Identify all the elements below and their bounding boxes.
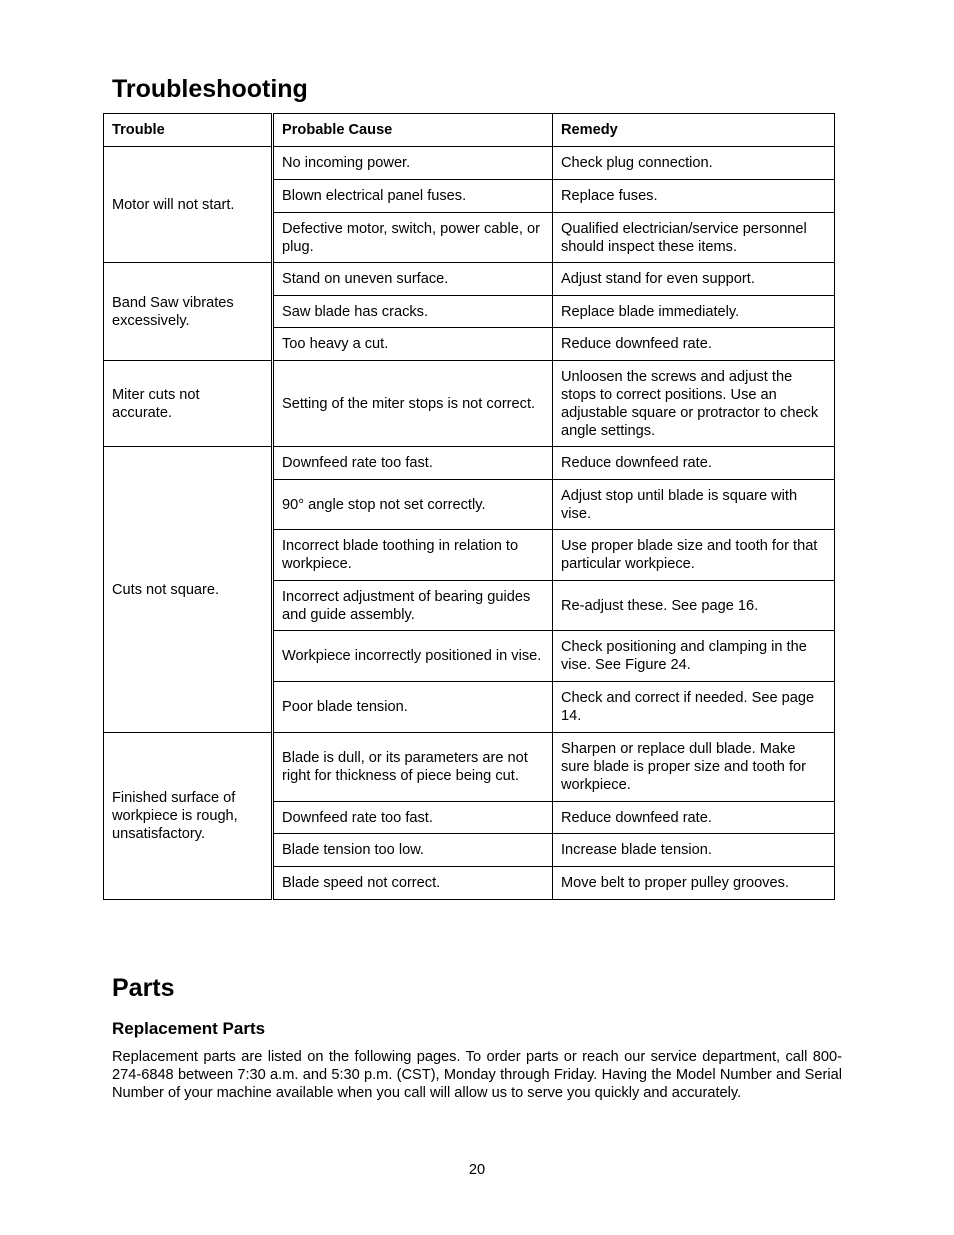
probable-cause-cell: Blade tension too low. <box>273 834 553 867</box>
remedy-cell: Qualified electrician/service personnel should inspect these items. <box>553 213 835 263</box>
remedy-cell: Sharpen or replace dull blade. Make sure blade is proper size and tooth for workpiece. <box>553 733 835 802</box>
table-row <box>104 147 835 180</box>
table-header-row <box>104 114 835 147</box>
parts-title: Parts <box>112 974 175 1002</box>
remedy-cell: Adjust stand for even support. <box>553 263 835 296</box>
remedy-cell: Use proper blade size and tooth for that particular workpiece. <box>553 530 835 581</box>
remedy-cell: Check plug connection. <box>553 147 835 180</box>
trouble-cell: Motor will not start. <box>104 147 273 263</box>
remedy-cell: Check positioning and clamping in the vise. See Figure 24. <box>553 631 835 682</box>
probable-cause-cell: Saw blade has cracks. <box>273 296 553 328</box>
probable-cause-cell: Too heavy a cut. <box>273 328 553 361</box>
trouble-cell: Miter cuts not accurate. <box>104 361 273 447</box>
trouble-cell: Cuts not square. <box>104 447 273 733</box>
probable-cause-cell: Blown electrical panel fuses. <box>273 180 553 213</box>
header-probable-cause: Probable Cause <box>273 114 553 147</box>
table-row <box>104 361 835 447</box>
header-remedy: Remedy <box>553 114 835 147</box>
table-row <box>104 447 835 480</box>
probable-cause-cell: Poor blade tension. <box>273 682 553 733</box>
remedy-cell: Unloosen the screws and adjust the stops to correct positions. Use an adjustable square or protractor to check angle settings. <box>553 361 835 447</box>
header-trouble: Trouble <box>104 114 273 147</box>
trouble-cell: Band Saw vibrates excessively. <box>104 263 273 361</box>
probable-cause-cell: Blade speed not correct. <box>273 867 553 900</box>
probable-cause-cell: Incorrect blade toothing in relation to workpiece. <box>273 530 553 581</box>
remedy-cell: Reduce downfeed rate. <box>553 447 835 480</box>
troubleshooting-table <box>103 113 835 900</box>
remedy-cell: Reduce downfeed rate. <box>553 802 835 834</box>
table-row <box>104 733 835 802</box>
remedy-cell: Reduce downfeed rate. <box>553 328 835 361</box>
probable-cause-cell: 90° angle stop not set correctly. <box>273 480 553 530</box>
page-number: 20 <box>468 1162 486 1178</box>
remedy-cell: Check and correct if needed. See page 14. <box>553 682 835 733</box>
remedy-cell: Replace fuses. <box>553 180 835 213</box>
probable-cause-cell: Downfeed rate too fast. <box>273 447 553 480</box>
remedy-cell: Adjust stop until blade is square with vise. <box>553 480 835 530</box>
probable-cause-cell: Blade is dull, or its parameters are not right for thickness of piece being cut. <box>273 733 553 802</box>
probable-cause-cell: No incoming power. <box>273 147 553 180</box>
probable-cause-cell: Stand on uneven surface. <box>273 263 553 296</box>
replacement-parts-subtitle: Replacement Parts <box>112 1019 266 1038</box>
remedy-cell: Increase blade tension. <box>553 834 835 867</box>
replacement-parts-paragraph: Replacement parts are listed on the following pages. To order parts or reach our service department, call 800-274-6848 between 7:30 a.m. and 5:30 p.m. (CST), Monday through Friday. Having the Model Number and Serial Number of your machine available when you call will allow us to serve you quickly and accurately. <box>112 1049 842 1101</box>
probable-cause-cell: Downfeed rate too fast. <box>273 802 553 834</box>
remedy-cell: Replace blade immediately. <box>553 296 835 328</box>
probable-cause-cell: Workpiece incorrectly positioned in vise. <box>273 631 553 682</box>
table-row <box>104 263 835 296</box>
troubleshooting-title: Troubleshooting <box>112 75 308 103</box>
remedy-cell: Re-adjust these. See page 16. <box>553 581 835 631</box>
trouble-cell: Finished surface of workpiece is rough, unsatisfactory. <box>104 733 273 900</box>
probable-cause-cell: Incorrect adjustment of bearing guides and guide assembly. <box>273 581 553 631</box>
remedy-cell: Move belt to proper pulley grooves. <box>553 867 835 900</box>
probable-cause-cell: Setting of the miter stops is not correct. <box>273 361 553 447</box>
probable-cause-cell: Defective motor, switch, power cable, or plug. <box>273 213 553 263</box>
